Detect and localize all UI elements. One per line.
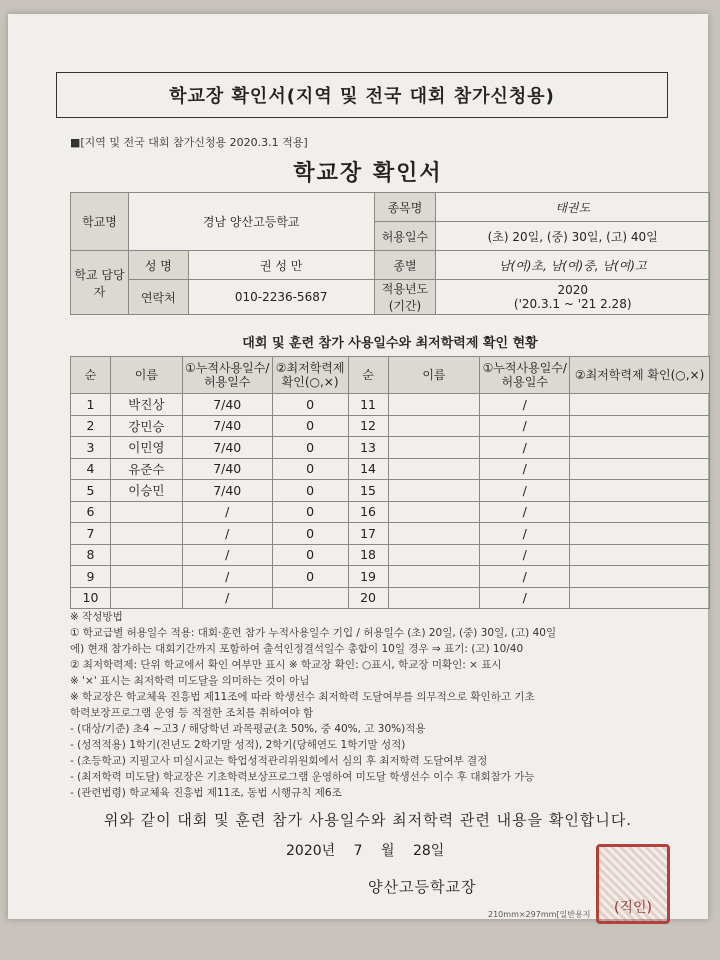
row-grade: 0 [272,415,348,437]
row-days-right: / [480,415,570,437]
row-no-right: 11 [348,394,388,416]
row-grade-right [570,566,710,588]
row-name-right [388,501,480,523]
school-label: 학교명 [71,193,129,251]
header-grade-right: ②최저학력제 확인(○,×) [570,357,710,394]
confirm-statement: 위와 같이 대회 및 훈련 참가 사용일수와 최저학력 관련 내용을 확인합니다. [103,811,633,829]
gender-label: 종별 [374,251,436,280]
row-name: 강민승 [110,415,182,437]
row-days: 7/40 [182,480,272,502]
header-no: 순 [71,357,111,394]
document-title: 학교장 확인서 [293,161,443,186]
row-no-right: 16 [348,501,388,523]
row-no-right: 18 [348,544,388,566]
note-line: ② 최저학력제: 단위 학교에서 확인 여부만 표시 ※ 학교장 확인: ○표시, 학교장 미확인: × 표시 [70,659,502,671]
table-row [71,458,710,480]
sport-value: 태권도 [436,193,710,222]
row-days-right: / [480,437,570,459]
row-grade: 0 [272,480,348,502]
year-value: 2020 [557,283,588,297]
row-no: 1 [71,394,111,416]
note-line: ① 학교급별 허용일수 적용: 대회·훈련 참가 누적사용일수 기입 / 허용일수 (초) 20일, (중) 30일, (고) 40일 [70,627,557,639]
note-line: - (대상/기준) 초4 ~고3 / 해당학년 과목평균(초 50%, 중 40%, 고 30%)적용 [70,723,426,735]
paper-size-note: 210mm×297mm[일반용지 [488,910,591,919]
row-days: 7/40 [182,394,272,416]
date-line [286,840,444,860]
header-days-right: ①누적사용일수/허용일수 [480,357,570,394]
note-line: ※ 학교장은 학교체육 진흥법 제11조에 따라 학생선수 최저학력 도달여부를 의무적으로 확인하고 기초 [70,691,535,703]
row-name [110,587,182,609]
row-grade-right [570,458,710,480]
row-days: / [182,566,272,588]
row-name: 박진상 [110,394,182,416]
row-no: 5 [71,480,111,502]
row-no: 7 [71,523,111,545]
row-no: 8 [71,544,111,566]
contact-value: 010-2236-5687 [188,280,374,315]
contact-label: 연락처 [128,280,188,315]
row-days: / [182,544,272,566]
year-label: 적용년도 (기간) [374,280,436,315]
row-no: 10 [71,587,111,609]
note-line: 학력보장프로그램 운영 등 적절한 조치를 취하여야 함 [70,707,314,719]
notes-section [70,609,710,801]
row-days: 7/40 [182,458,272,480]
gender-value: 남(여)초, 남(여)중, 남(여)고 [436,251,710,280]
row-days-right: / [480,566,570,588]
note-line: - (관련법령) 학교체육 진흥법 제11조, 동법 시행규칙 제6조 [70,787,342,799]
roster-subtitle: 대회 및 훈련 참가 사용일수와 최저학력제 확인 현황 [242,336,538,351]
row-grade-right [570,480,710,502]
row-no-right: 19 [348,566,388,588]
info-table [70,192,710,315]
row-name: 이승민 [110,480,182,502]
row-days: / [182,523,272,545]
table-row [71,415,710,437]
header-grade: ②최저학력제 확인(○,×) [272,357,348,394]
row-name-right [388,437,480,459]
roster-body [71,394,710,609]
header-name: 이름 [110,357,182,394]
row-days-right: / [480,587,570,609]
table-row [71,587,710,609]
row-name: 유준수 [110,458,182,480]
header-days: ①누적사용일수/허용일수 [182,357,272,394]
year-cell [436,280,710,315]
table-row [71,566,710,588]
row-days-right: / [480,394,570,416]
row-days: / [182,587,272,609]
row-name-right [388,566,480,588]
row-grade: 0 [272,544,348,566]
allowed-days-label: 허용일수 [374,222,436,251]
row-grade-right [570,415,710,437]
row-no: 3 [71,437,111,459]
note-line: 에) 현재 참가하는 대회기간까지 포함하여 출석인정결석일수 총합이 10일 경우 ⇒ 표기: (고) 10/40 [70,643,524,655]
table-row [71,523,710,545]
row-days-right: / [480,544,570,566]
row-grade-right [570,587,710,609]
note-line: - (성적적용) 1학기(전년도 2학기말 성적), 2학기(당해연도 1학기말 성적) [70,739,406,751]
header-no-right: 순 [348,357,388,394]
row-name: 이민영 [110,437,182,459]
table-row [71,501,710,523]
note-line: - (초등학교) 지필고사 미실시교는 학업성적관리위원회에서 심의 후 최저학력 도달여부 결정 [70,755,488,767]
date-year: 2020년 [286,843,336,859]
note-line: ※ '×' 표시는 최저학력 미도달을 의미하는 것이 아님 [70,675,310,687]
document-paper [8,14,708,919]
row-name [110,566,182,588]
row-grade-right [570,437,710,459]
allowed-days-value: (초) 20일, (중) 30일, (고) 40일 [436,222,710,251]
row-name [110,544,182,566]
edition-note: ■[지역 및 전국 대회 참가신청용 2020.3.1 적용] [70,136,308,149]
row-no-right: 14 [348,458,388,480]
date-day: 28일 [412,843,445,859]
row-grade: 0 [272,437,348,459]
roster-table [70,356,710,609]
period-value: ('20.3.1 ~ '21 2.28) [513,297,632,311]
date-month: 7 월 [353,843,395,859]
row-no-right: 20 [348,587,388,609]
row-no-right: 12 [348,415,388,437]
table-row [71,480,710,502]
row-name-right [388,544,480,566]
manager-label: 학교 담당자 [71,251,129,315]
table-row [71,394,710,416]
row-name [110,501,182,523]
row-name [110,523,182,545]
row-grade: 0 [272,501,348,523]
row-days: 7/40 [182,437,272,459]
row-grade-right [570,523,710,545]
row-name-right [388,415,480,437]
row-days-right: / [480,523,570,545]
row-days-right: / [480,458,570,480]
row-grade: 0 [272,458,348,480]
row-no: 2 [71,415,111,437]
row-no-right: 13 [348,437,388,459]
row-name-right [388,523,480,545]
official-seal [596,844,670,924]
name-label: 성 명 [128,251,188,280]
header-name-right: 이름 [388,357,480,394]
row-days-right: / [480,501,570,523]
name-value: 권 성 만 [188,251,374,280]
row-no-right: 17 [348,523,388,545]
note-line: - (최저학력 미도달) 학교장은 기초학력보상프로그램 운영하여 미도달 학생선수 이수 후 대회참가 가능 [70,771,535,783]
seal-label: (직인) [614,900,652,916]
header-title: 학교장 확인서(지역 및 전국 대회 참가신청용) [56,72,668,118]
row-no: 9 [71,566,111,588]
row-name-right [388,480,480,502]
row-name-right [388,587,480,609]
row-grade [272,587,348,609]
row-grade-right [570,501,710,523]
row-no: 4 [71,458,111,480]
row-grade-right [570,544,710,566]
row-name-right [388,458,480,480]
table-row [71,544,710,566]
row-grade: 0 [272,566,348,588]
note-line: ※ 작성방법 [70,611,123,623]
row-days: / [182,501,272,523]
row-grade: 0 [272,394,348,416]
row-grade-right [570,394,710,416]
row-name-right [388,394,480,416]
sport-label: 종목명 [374,193,436,222]
row-days: 7/40 [182,415,272,437]
principal-signature: 양산고등학교장 [368,878,477,896]
table-row [71,437,710,459]
row-days-right: / [480,480,570,502]
row-no-right: 15 [348,480,388,502]
row-grade: 0 [272,523,348,545]
row-no: 6 [71,501,111,523]
school-value: 경남 양산고등학교 [128,193,374,251]
